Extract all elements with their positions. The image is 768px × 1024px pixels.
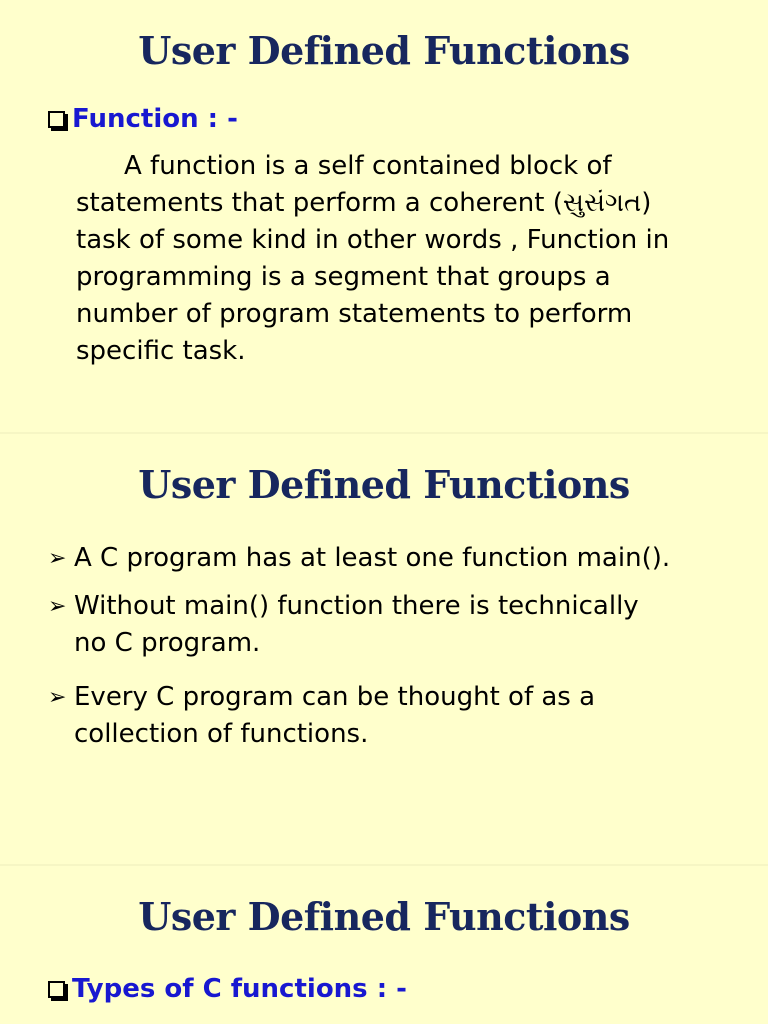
checkbox-icon (48, 111, 65, 128)
slide-3 (0, 866, 768, 1024)
definition-paragraph (76, 148, 736, 370)
section-heading-label: Types of C functions : - (72, 974, 407, 1004)
list-item-line: A C program has at least one function main(). (74, 543, 671, 573)
list-item-line: Every C program can be thought of as a (74, 682, 596, 712)
list-item-line: collection of functions. (74, 719, 369, 749)
paragraph-line: task of some kind in other words , Function in (76, 225, 670, 255)
section-heading (48, 974, 407, 1004)
slide-title: User Defined Functions (138, 28, 630, 73)
paragraph-line: number of program statements to perform (76, 299, 633, 329)
arrow-bullet-icon: ➢ (48, 685, 67, 710)
checkbox-icon (48, 981, 65, 998)
list-item-line: no C program. (74, 628, 261, 658)
arrow-bullet-icon: ➢ (48, 546, 67, 571)
paragraph-line: A function is a self contained block of (124, 151, 612, 181)
slide-title: User Defined Functions (138, 462, 630, 507)
slide-2 (0, 434, 768, 864)
section-heading-label: Function : - (72, 104, 238, 134)
paragraph-line: specific task. (76, 336, 246, 366)
list-item-line: Without main() function there is technically (74, 591, 639, 621)
list-item (48, 679, 728, 753)
section-heading (48, 104, 238, 134)
arrow-bullet-icon: ➢ (48, 594, 67, 619)
paragraph-line: programming is a segment that groups a (76, 262, 611, 292)
slide-1 (0, 0, 768, 432)
paragraph-line: statements that perform a coherent (સુસંગત) (76, 188, 652, 218)
slide-title: User Defined Functions (138, 894, 630, 939)
list-item (48, 588, 728, 662)
list-item (48, 540, 728, 577)
